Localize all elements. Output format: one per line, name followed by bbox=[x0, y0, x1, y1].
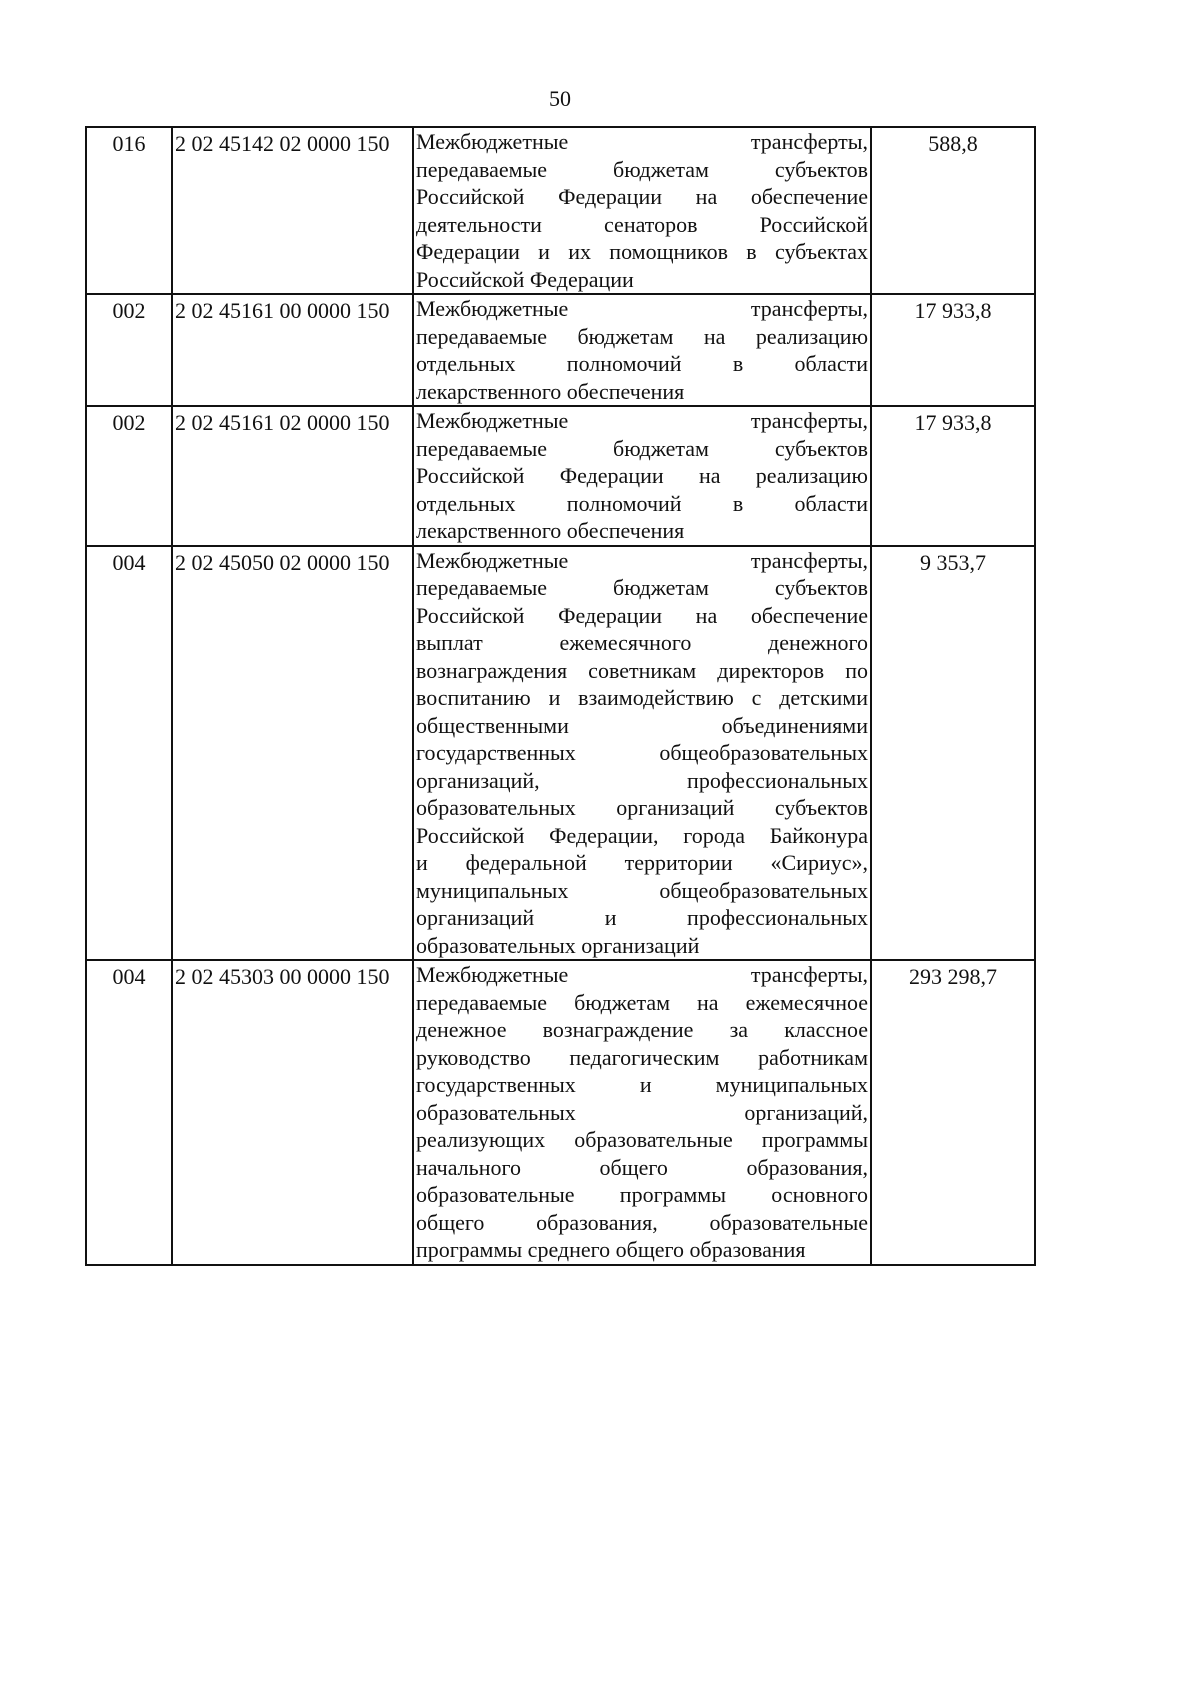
amount-cell: 17 933,8 bbox=[871, 406, 1035, 546]
description-line: Федерации и их помощников в субъектах bbox=[416, 239, 868, 264]
kbk-code-cell: 2 02 45161 00 0000 150 bbox=[172, 294, 413, 406]
table-body bbox=[86, 127, 1035, 1265]
description-line: Межбюджетные трансферты, bbox=[416, 962, 868, 987]
kbk-code-cell: 2 02 45050 02 0000 150 bbox=[172, 546, 413, 961]
description-line: воспитанию и взаимодействию с детскими bbox=[416, 685, 868, 710]
table-row bbox=[86, 546, 1035, 961]
description-line: Российской Федерации на обеспечение bbox=[416, 184, 868, 209]
description-line: отдельных полномочий в области bbox=[416, 490, 868, 516]
description-line: образовательных организаций bbox=[416, 932, 700, 958]
description-line: образовательных организаций, bbox=[416, 1099, 868, 1125]
kbk-code-cell: 2 02 45142 02 0000 150 bbox=[172, 127, 413, 294]
admin-code-cell: 004 bbox=[86, 960, 172, 1265]
description-line: образовательных организаций субъектов bbox=[416, 795, 868, 820]
description-cell bbox=[413, 546, 871, 961]
description-line: муниципальных общеобразовательных bbox=[416, 877, 868, 903]
description-line: деятельности сенаторов Российской bbox=[416, 211, 868, 237]
description-line: Российской Федерации bbox=[416, 266, 634, 292]
admin-code-cell: 004 bbox=[86, 546, 172, 961]
description-line: и федеральной территории «Сириус», bbox=[416, 850, 868, 875]
description-line: программы среднего общего образования bbox=[416, 1237, 806, 1262]
description-line: лекарственного обеспечения bbox=[416, 378, 685, 404]
description-line: передаваемые бюджетам на ежемесячное bbox=[416, 989, 868, 1015]
description-line: Межбюджетные трансферты, bbox=[416, 547, 868, 573]
description-line: Российской Федерации на обеспечение bbox=[416, 602, 868, 628]
budget-table bbox=[85, 126, 1036, 1266]
description-line: организаций, профессиональных bbox=[416, 767, 868, 793]
amount-cell: 588,8 bbox=[871, 127, 1035, 294]
kbk-code-cell: 2 02 45161 02 0000 150 bbox=[172, 406, 413, 546]
description-line: образовательные программы основного bbox=[416, 1182, 868, 1207]
description-line: общественными объединениями bbox=[416, 712, 868, 738]
description-line: выплат ежемесячного денежного bbox=[416, 630, 868, 655]
description-line: лекарственного обеспечения bbox=[416, 518, 685, 543]
admin-code-cell: 002 bbox=[86, 406, 172, 546]
description-cell bbox=[413, 127, 871, 294]
description-line: передаваемые бюджетам субъектов bbox=[416, 435, 868, 461]
page-number: 50 bbox=[549, 86, 571, 111]
amount-cell: 9 353,7 bbox=[871, 546, 1035, 961]
admin-code-cell: 002 bbox=[86, 294, 172, 406]
description-line: передаваемые бюджетам субъектов bbox=[416, 575, 868, 600]
description-line: государственных общеобразовательных bbox=[416, 740, 868, 765]
table-row bbox=[86, 294, 1035, 406]
description-cell bbox=[413, 960, 871, 1265]
description-line: реализующих образовательные программы bbox=[416, 1127, 868, 1152]
description-line: начального общего образования, bbox=[416, 1154, 868, 1180]
description-cell bbox=[413, 406, 871, 546]
description-line: Межбюджетные трансферты, bbox=[416, 296, 868, 321]
description-line: передаваемые бюджетам субъектов bbox=[416, 156, 868, 182]
description-line: вознаграждения советникам директоров по bbox=[416, 657, 868, 683]
table-row bbox=[86, 406, 1035, 546]
admin-code-cell: 016 bbox=[86, 127, 172, 294]
table-row bbox=[86, 127, 1035, 294]
amount-cell: 293 298,7 bbox=[871, 960, 1035, 1265]
description-line: Российской Федерации, города Байконура bbox=[416, 822, 868, 848]
description-line: денежное вознаграждение за классное bbox=[416, 1017, 868, 1042]
description-line: передаваемые бюджетам на реализацию bbox=[416, 323, 868, 349]
kbk-code-cell: 2 02 45303 00 0000 150 bbox=[172, 960, 413, 1265]
description-line: общего образования, образовательные bbox=[416, 1209, 868, 1235]
description-line: государственных и муниципальных bbox=[416, 1072, 868, 1097]
description-line: руководство педагогическим работникам bbox=[416, 1044, 868, 1070]
amount-cell: 17 933,8 bbox=[871, 294, 1035, 406]
description-line: организаций и профессиональных bbox=[416, 905, 868, 930]
description-cell bbox=[413, 294, 871, 406]
description-line: отдельных полномочий в области bbox=[416, 351, 868, 376]
description-line: Межбюджетные трансферты, bbox=[416, 129, 868, 154]
description-line: Российской Федерации на реализацию bbox=[416, 463, 868, 488]
description-line: Межбюджетные трансферты, bbox=[416, 408, 868, 433]
table-row bbox=[86, 960, 1035, 1265]
